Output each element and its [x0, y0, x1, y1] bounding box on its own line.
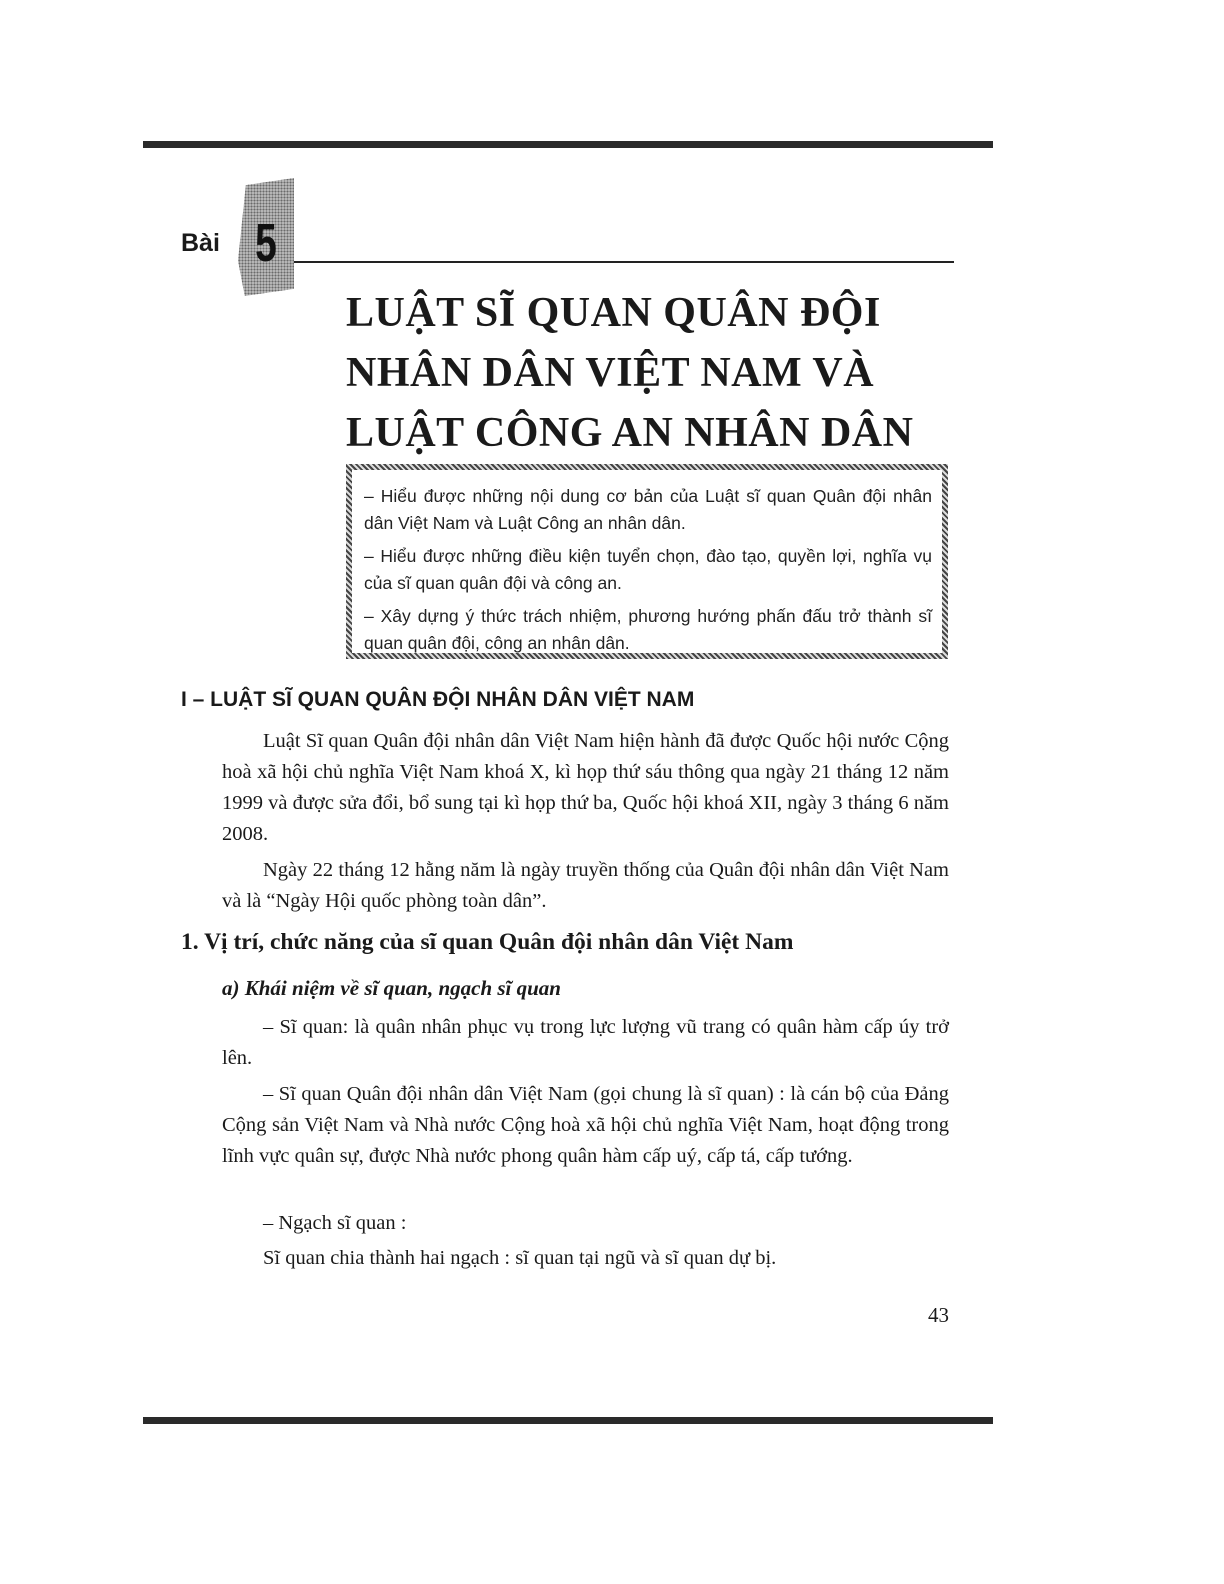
lesson-title: [346, 283, 913, 463]
body-paragraph: – Sĩ quan Quân đội nhân dân Việt Nam (gọi chung là sĩ quan) : là cán bộ của Đảng Cộng sản Việt Nam và Nhà nước Cộng hoà xã hội chủ nghĩa Việt Nam, hoạt động trong lĩnh vực quân sự, được Nhà nước phong quân hàm cấp uý, cấp tá, cấp tướng.: [222, 1083, 949, 1167]
bottom-rule: [143, 1417, 993, 1424]
title-line: LUẬT CÔNG AN NHÂN DÂN: [346, 410, 914, 456]
objectives-box: [346, 464, 948, 659]
top-rule: [143, 141, 993, 148]
subheading: 1. Vị trí, chức năng của sĩ quan Quân đội nhân dân Việt Nam: [181, 929, 794, 955]
body-paragraph: – Sĩ quan: là quân nhân phục vụ trong lực lượng vũ trang có quân hàm cấp úy trở lên.: [222, 1016, 949, 1069]
body-paragraph: – Ngạch sĩ quan :: [263, 1212, 407, 1234]
title-line: NHÂN DÂN VIỆT NAM VÀ: [346, 350, 875, 396]
subsubheading: a) Khái niệm về sĩ quan, ngạch sĩ quan: [222, 976, 561, 1000]
objective-item: – Hiểu được những điều kiện tuyển chọn, đào tạo, quyền lợi, nghĩa vụ của sĩ quan quân đội và công an.: [364, 546, 932, 593]
page-number: 43: [928, 1303, 949, 1327]
objective-item: – Hiểu được những nội dung cơ bản của Luật sĩ quan Quân đội nhân dân Việt Nam và Luật Công an nhân dân.: [364, 486, 932, 533]
lesson-label: Bài: [181, 229, 220, 257]
title-underline: [294, 261, 954, 263]
title-line: LUẬT SĨ QUAN QUÂN ĐỘI: [346, 290, 881, 336]
intro-paragraph: Luật Sĩ quan Quân đội nhân dân Việt Nam hiện hành đã được Quốc hội nước Cộng hoà xã hội chủ nghĩa Việt Nam khoá X, kì họp thứ sáu thông qua ngày 21 tháng 12 năm 1999 và được sửa đổi, bổ sung tại kì họp thứ ba, Quốc hội khoá XII, ngày 3 tháng 6 năm 2008.: [222, 730, 949, 845]
intro-paragraph: Ngày 22 tháng 12 hằng năm là ngày truyền thống của Quân đội nhân dân Việt Nam và là “Ngày Hội quốc phòng toàn dân”.: [222, 859, 949, 912]
body-paragraph: Sĩ quan chia thành hai ngạch : sĩ quan tại ngũ và sĩ quan dự bị.: [263, 1247, 777, 1269]
lesson-number: 5: [255, 213, 277, 273]
section-heading: I – LUẬT SĨ QUAN QUÂN ĐỘI NHÂN DÂN VIỆT NAM: [181, 688, 695, 711]
objective-item: – Xây dựng ý thức trách nhiệm, phương hướng phấn đấu trở thành sĩ quan quân đội, công an nhân dân.: [364, 606, 932, 653]
